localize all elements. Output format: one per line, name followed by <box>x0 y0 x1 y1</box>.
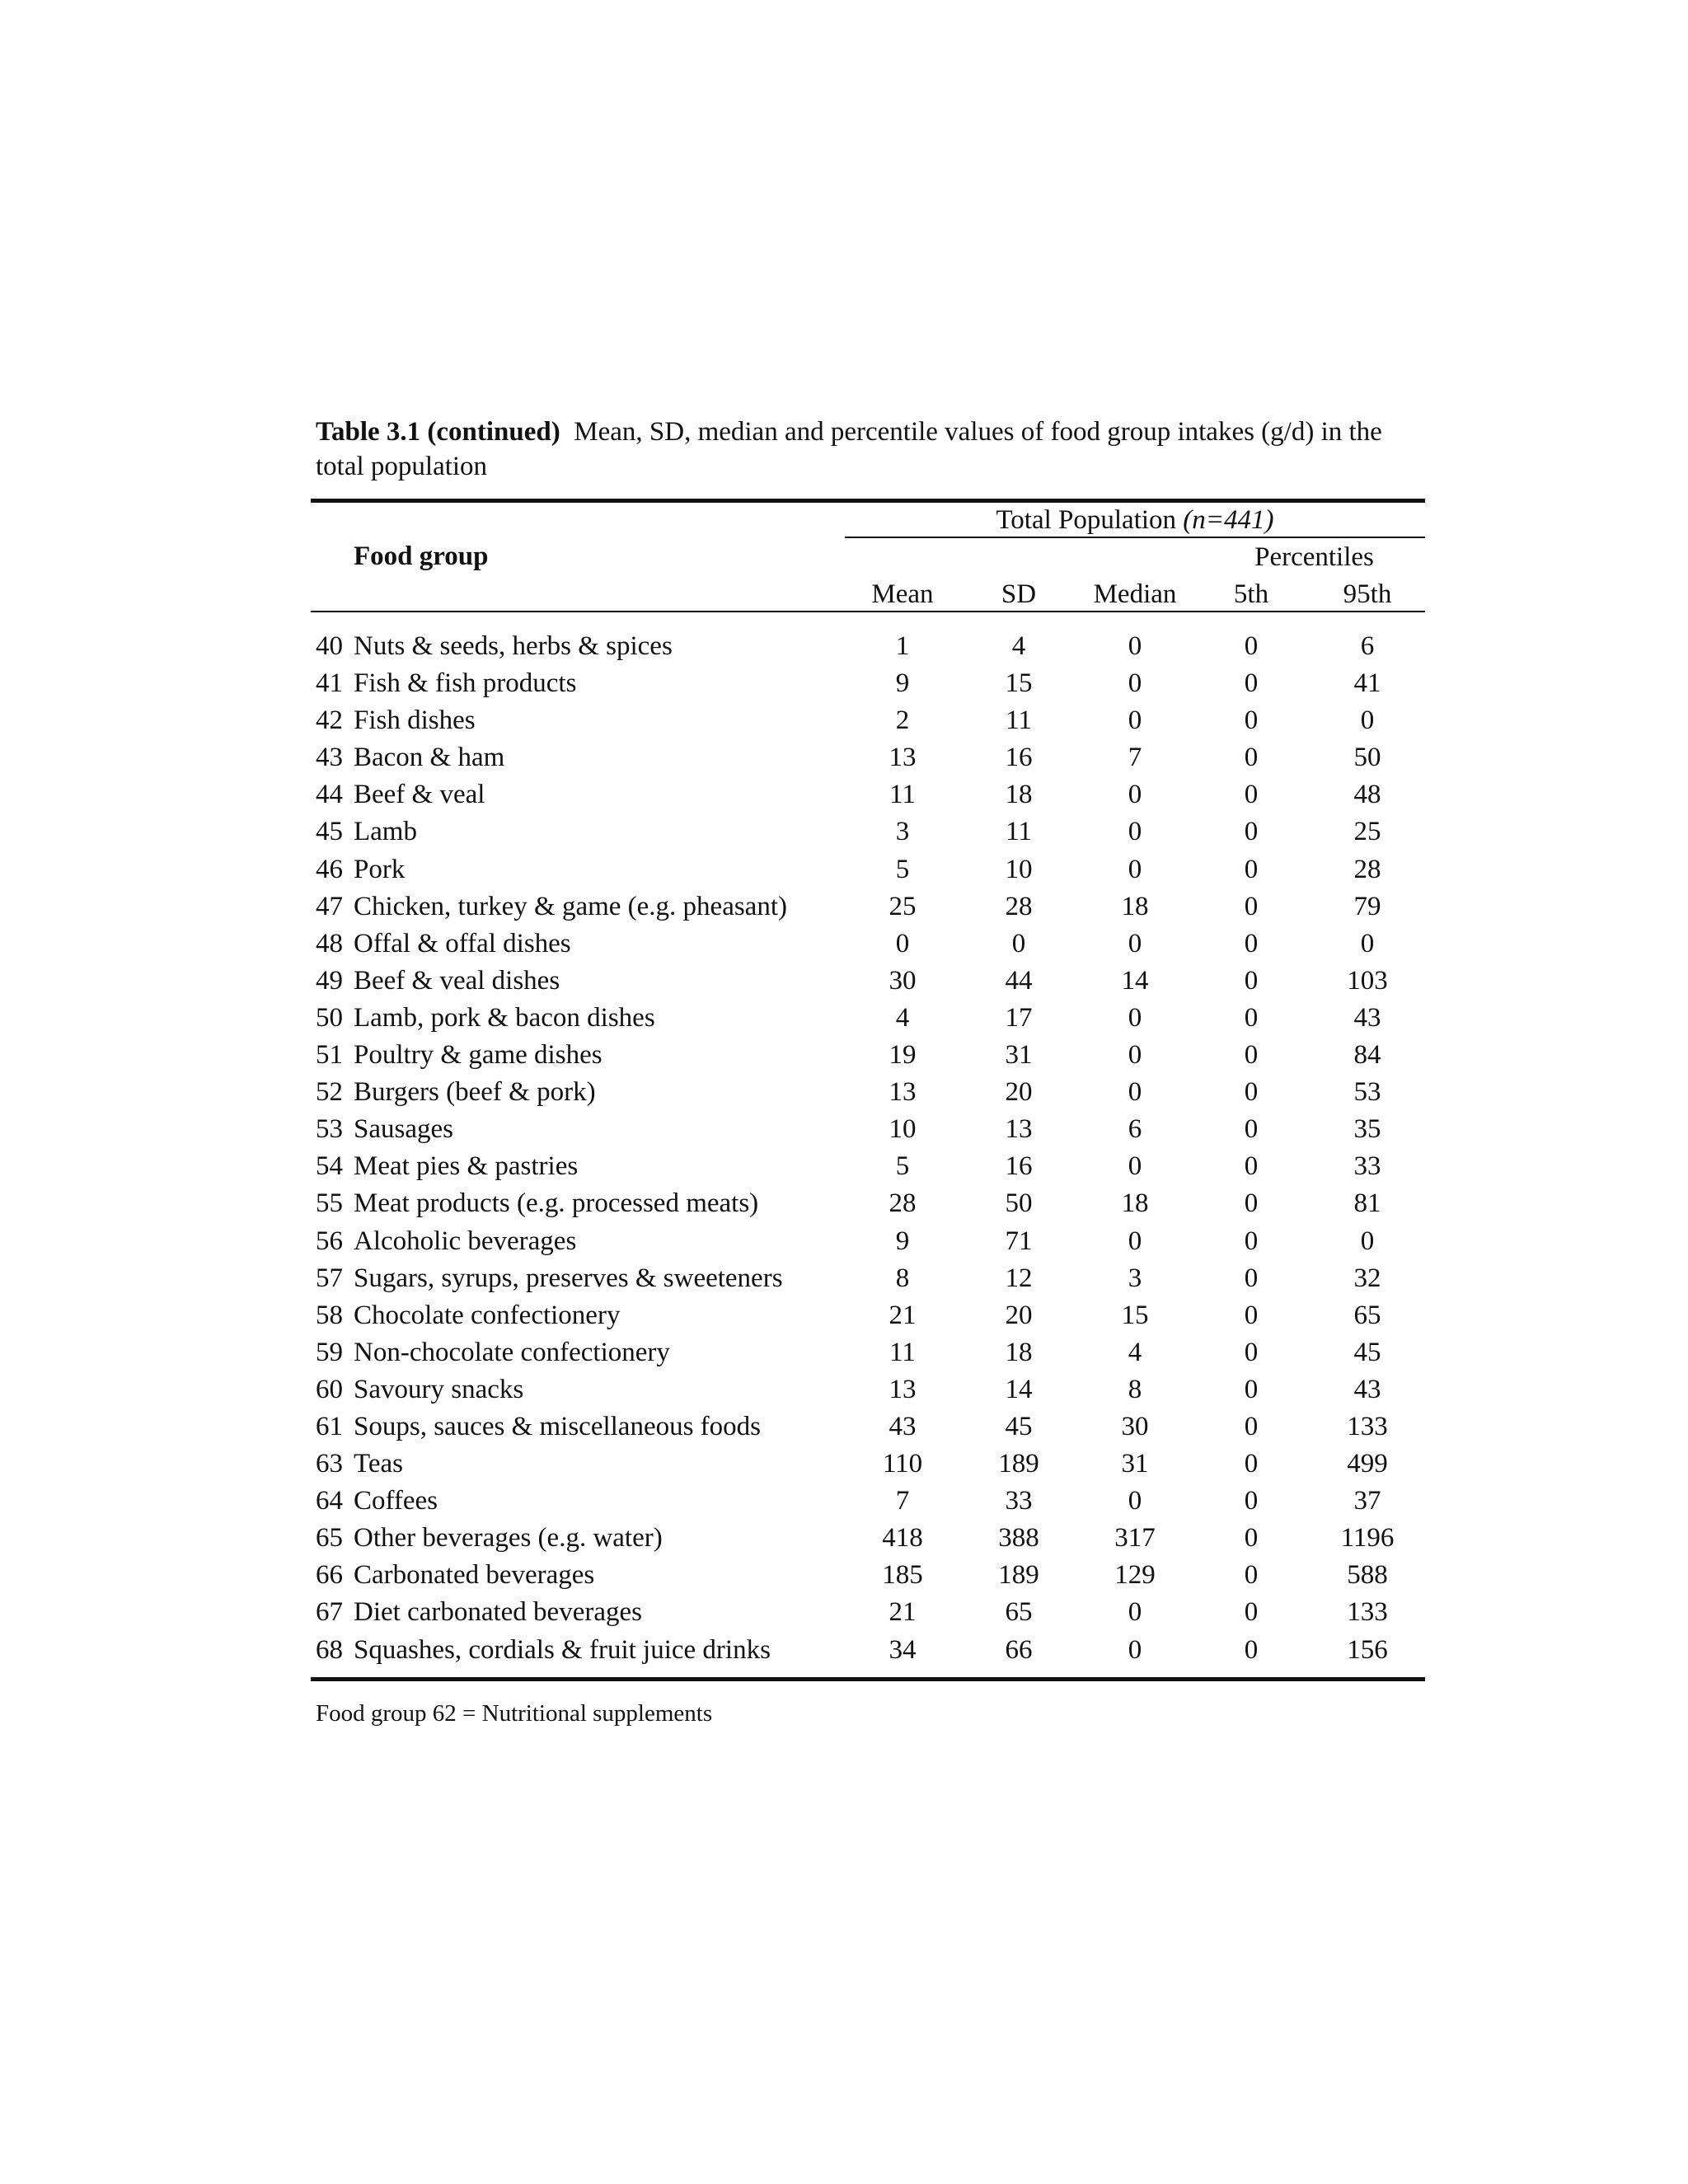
cell-sd: 33 <box>1005 1486 1033 1516</box>
cell-mean: 28 <box>889 1188 917 1219</box>
cell-sd: 31 <box>1005 1040 1033 1071</box>
food-group-name: Soups, sauces & miscellaneous foods <box>354 1411 762 1441</box>
food-group-number: 63 <box>316 1449 343 1479</box>
table-row <box>0 1372 1688 1409</box>
table-row <box>0 1224 1688 1261</box>
cell-p5: 0 <box>1244 1114 1259 1145</box>
food-group-number: 47 <box>316 891 343 921</box>
cell-p95: 33 <box>1353 1151 1381 1182</box>
cell-mean: 8 <box>895 1263 910 1293</box>
food-group-name: Carbonated beverages <box>354 1560 595 1591</box>
cell-p95: 53 <box>1353 1077 1381 1108</box>
cell-sd: 189 <box>998 1560 1039 1591</box>
cell-sd: 50 <box>1005 1188 1033 1219</box>
food-group-number: 48 <box>316 928 343 958</box>
cell-mean: 21 <box>889 1300 917 1330</box>
cell-p5: 0 <box>1244 928 1259 958</box>
cell-p95: 133 <box>1347 1411 1388 1441</box>
food-group-number: 40 <box>316 631 343 661</box>
cell-p95: 0 <box>1360 1226 1375 1256</box>
column-header-5th: 5th <box>1233 579 1269 609</box>
food-group-number: 49 <box>316 965 343 996</box>
table-row <box>0 1633 1688 1670</box>
cell-sd: 13 <box>1005 1114 1033 1145</box>
cell-sd: 15 <box>1005 668 1033 699</box>
table-body <box>0 629 1688 1670</box>
table-row <box>0 889 1688 926</box>
cell-p5: 0 <box>1244 1486 1259 1516</box>
table-row <box>0 1112 1688 1149</box>
table-bottom-rule <box>311 1677 1425 1681</box>
cell-mean: 21 <box>889 1597 917 1628</box>
cell-p5: 0 <box>1244 1040 1259 1071</box>
cell-median: 0 <box>1128 631 1142 661</box>
food-group-number: 50 <box>316 1002 343 1033</box>
cell-p95: 65 <box>1353 1300 1381 1330</box>
cell-p5: 0 <box>1244 854 1259 884</box>
cell-median: 6 <box>1128 1114 1142 1145</box>
table-row <box>0 1521 1688 1558</box>
food-group-name: Offal & offal dishes <box>354 928 571 958</box>
food-group-name: Teas <box>354 1449 403 1479</box>
food-group-number: 44 <box>316 780 343 810</box>
food-group-header: Food group <box>354 541 489 571</box>
cell-median: 0 <box>1128 1151 1142 1182</box>
cell-median: 15 <box>1121 1300 1149 1330</box>
cell-p95: 32 <box>1353 1263 1381 1293</box>
food-group-name: Other beverages (e.g. water) <box>354 1523 663 1554</box>
food-group-number: 66 <box>316 1560 343 1591</box>
cell-p5: 0 <box>1244 1523 1259 1554</box>
cell-median: 18 <box>1121 1188 1149 1219</box>
cell-sd: 14 <box>1005 1374 1033 1404</box>
cell-median: 0 <box>1128 1597 1142 1628</box>
food-group-number: 59 <box>316 1337 343 1367</box>
cell-sd: 18 <box>1005 780 1033 810</box>
cell-sd: 17 <box>1005 1002 1033 1033</box>
cell-mean: 5 <box>895 854 910 884</box>
cell-median: 4 <box>1128 1337 1142 1367</box>
cell-p5: 0 <box>1244 891 1259 921</box>
cell-p5: 0 <box>1244 965 1259 996</box>
food-group-number: 68 <box>316 1634 343 1665</box>
cell-p95: 41 <box>1353 668 1381 699</box>
table-row <box>0 1446 1688 1483</box>
cell-mean: 185 <box>882 1560 923 1591</box>
cell-sd: 20 <box>1005 1300 1033 1330</box>
food-group-number: 52 <box>316 1077 343 1108</box>
table-row <box>0 1595 1688 1632</box>
column-group-n: (n=441) <box>1183 505 1274 535</box>
cell-mean: 110 <box>882 1449 923 1479</box>
food-group-number: 65 <box>316 1523 343 1554</box>
cell-median: 30 <box>1121 1411 1149 1441</box>
food-group-name: Pork <box>354 854 406 884</box>
cell-p5: 0 <box>1244 631 1259 661</box>
cell-p5: 0 <box>1244 1188 1259 1219</box>
cell-sd: 28 <box>1005 891 1033 921</box>
food-group-number: 54 <box>316 1151 343 1182</box>
food-group-number: 57 <box>316 1263 343 1293</box>
cell-p5: 0 <box>1244 1077 1259 1108</box>
cell-p5: 0 <box>1244 1449 1259 1479</box>
cell-p5: 0 <box>1244 1411 1259 1441</box>
cell-p95: 79 <box>1353 891 1381 921</box>
cell-median: 0 <box>1128 1634 1142 1665</box>
table-row <box>0 1186 1688 1223</box>
cell-mean: 13 <box>889 743 917 773</box>
column-group-label: Total Population <box>996 505 1177 535</box>
percentiles-header: Percentiles <box>1254 542 1374 572</box>
cell-sd: 44 <box>1005 965 1033 996</box>
food-group-name: Squashes, cordials & fruit juice drinks <box>354 1634 771 1665</box>
table-row <box>0 1075 1688 1112</box>
table-row <box>0 1149 1688 1186</box>
cell-p95: 588 <box>1347 1560 1388 1591</box>
cell-median: 8 <box>1128 1374 1142 1404</box>
cell-mean: 25 <box>889 891 917 921</box>
cell-median: 0 <box>1128 928 1142 958</box>
cell-p95: 35 <box>1353 1114 1381 1145</box>
cell-p95: 499 <box>1347 1449 1388 1479</box>
table-row <box>0 1261 1688 1298</box>
cell-mean: 418 <box>882 1523 923 1554</box>
table-caption <box>316 415 1412 484</box>
food-group-number: 56 <box>316 1226 343 1256</box>
cell-p95: 81 <box>1353 1188 1381 1219</box>
cell-p95: 43 <box>1353 1002 1381 1033</box>
cell-mean: 3 <box>895 817 910 847</box>
cell-median: 0 <box>1128 1002 1142 1033</box>
food-group-number: 46 <box>316 854 343 884</box>
cell-p5: 0 <box>1244 668 1259 699</box>
food-group-number: 60 <box>316 1374 343 1404</box>
cell-sd: 189 <box>998 1449 1039 1479</box>
table-row <box>0 740 1688 777</box>
table-row <box>0 814 1688 851</box>
cell-p95: 37 <box>1353 1486 1381 1516</box>
food-group-name: Fish & fish products <box>354 668 577 699</box>
table-row <box>0 629 1688 666</box>
cell-p5: 0 <box>1244 1226 1259 1256</box>
column-group-rule <box>845 537 1425 538</box>
food-group-name: Sausages <box>354 1114 453 1145</box>
cell-median: 3 <box>1128 1263 1142 1293</box>
table-row <box>0 777 1688 814</box>
food-group-name: Chicken, turkey & game (e.g. pheasant) <box>354 891 787 921</box>
cell-sd: 65 <box>1005 1597 1033 1628</box>
food-group-number: 55 <box>316 1188 343 1219</box>
food-group-name: Nuts & seeds, herbs & spices <box>354 631 673 661</box>
cell-median: 0 <box>1128 668 1142 699</box>
cell-p5: 0 <box>1244 1337 1259 1367</box>
cell-mean: 9 <box>895 1226 910 1256</box>
food-group-name: Chocolate confectionery <box>354 1300 621 1330</box>
cell-p95: 103 <box>1347 965 1388 996</box>
cell-mean: 11 <box>889 780 916 810</box>
cell-mean: 5 <box>895 1151 910 1182</box>
table-row <box>0 852 1688 889</box>
cell-p95: 133 <box>1347 1597 1388 1628</box>
cell-p5: 0 <box>1244 1560 1259 1591</box>
table-row <box>0 926 1688 963</box>
cell-sd: 16 <box>1005 743 1033 773</box>
cell-median: 0 <box>1128 1077 1142 1108</box>
cell-p5: 0 <box>1244 1263 1259 1293</box>
cell-mean: 1 <box>895 631 910 661</box>
cell-p95: 43 <box>1353 1374 1381 1404</box>
cell-sd: 20 <box>1005 1077 1033 1108</box>
cell-mean: 11 <box>889 1337 916 1367</box>
cell-sd: 0 <box>1011 928 1026 958</box>
food-group-name: Alcoholic beverages <box>354 1226 577 1256</box>
food-group-name: Diet carbonated beverages <box>354 1597 642 1628</box>
cell-median: 0 <box>1128 817 1142 847</box>
cell-mean: 2 <box>895 705 910 736</box>
cell-mean: 13 <box>889 1077 917 1108</box>
cell-p95: 84 <box>1353 1040 1381 1071</box>
food-group-name: Beef & veal <box>354 780 485 810</box>
table-row <box>0 1038 1688 1075</box>
cell-median: 18 <box>1121 891 1149 921</box>
table-row <box>0 1409 1688 1446</box>
cell-p95: 0 <box>1360 705 1375 736</box>
cell-median: 0 <box>1128 1040 1142 1071</box>
food-group-name: Fish dishes <box>354 705 476 736</box>
cell-p95: 6 <box>1360 631 1375 661</box>
table-row <box>0 1335 1688 1372</box>
cell-p5: 0 <box>1244 780 1259 810</box>
cell-median: 317 <box>1114 1523 1156 1554</box>
cell-p5: 0 <box>1244 705 1259 736</box>
cell-median: 0 <box>1128 854 1142 884</box>
table-footnote: Food group 62 = Nutritional supplements <box>316 1700 713 1727</box>
food-group-number: 64 <box>316 1486 343 1516</box>
table-row <box>0 1001 1688 1038</box>
column-header-sd: SD <box>1001 579 1037 609</box>
food-group-number: 43 <box>316 743 343 773</box>
table-row <box>0 963 1688 1001</box>
cell-mean: 34 <box>889 1634 917 1665</box>
cell-median: 14 <box>1121 965 1149 996</box>
cell-median: 0 <box>1128 1486 1142 1516</box>
food-group-name: Lamb, pork & bacon dishes <box>354 1002 655 1033</box>
cell-p5: 0 <box>1244 1151 1259 1182</box>
cell-sd: 66 <box>1005 1634 1033 1665</box>
food-group-number: 61 <box>316 1411 343 1441</box>
cell-sd: 11 <box>1006 817 1032 847</box>
table-header-rule <box>311 611 1425 612</box>
cell-p5: 0 <box>1244 1634 1259 1665</box>
cell-median: 7 <box>1128 743 1142 773</box>
food-group-number: 41 <box>316 668 343 699</box>
cell-mean: 0 <box>895 928 910 958</box>
cell-p5: 0 <box>1244 1002 1259 1033</box>
cell-mean: 4 <box>895 1002 910 1033</box>
cell-p95: 0 <box>1360 928 1375 958</box>
column-header-median: Median <box>1093 579 1177 609</box>
cell-p5: 0 <box>1244 1374 1259 1404</box>
cell-p95: 25 <box>1353 817 1381 847</box>
table-top-rule <box>311 499 1425 503</box>
cell-p95: 156 <box>1347 1634 1388 1665</box>
food-group-name: Burgers (beef & pork) <box>354 1077 596 1108</box>
food-group-name: Savoury snacks <box>354 1374 524 1404</box>
cell-sd: 45 <box>1005 1411 1033 1441</box>
column-header-mean: Mean <box>871 579 934 609</box>
cell-sd: 4 <box>1011 631 1026 661</box>
cell-mean: 13 <box>889 1374 917 1404</box>
cell-sd: 16 <box>1005 1151 1033 1182</box>
column-group-header <box>845 504 1425 537</box>
table-caption-label: Table 3.1 (continued) <box>316 417 560 447</box>
food-group-name: Non-chocolate confectionery <box>354 1337 670 1367</box>
cell-mean: 19 <box>889 1040 917 1071</box>
table-row <box>0 1483 1688 1521</box>
cell-mean: 43 <box>889 1411 917 1441</box>
food-group-name: Coffees <box>354 1486 438 1516</box>
cell-mean: 9 <box>895 668 910 699</box>
food-group-name: Meat pies & pastries <box>354 1151 579 1182</box>
cell-sd: 11 <box>1006 705 1032 736</box>
table-row <box>0 666 1688 703</box>
cell-p95: 28 <box>1353 854 1381 884</box>
cell-sd: 10 <box>1005 854 1033 884</box>
table-caption-text: Mean, SD, median and percentile values of food group intakes (g/d) in the total population <box>316 417 1382 481</box>
column-header-95th: 95th <box>1343 579 1392 609</box>
food-group-number: 58 <box>316 1300 343 1330</box>
cell-p95: 50 <box>1353 743 1381 773</box>
food-group-name: Sugars, syrups, preserves & sweeteners <box>354 1263 783 1293</box>
food-group-name: Bacon & ham <box>354 743 505 773</box>
cell-p5: 0 <box>1244 743 1259 773</box>
cell-sd: 12 <box>1005 1263 1033 1293</box>
food-group-number: 42 <box>316 705 343 736</box>
cell-p5: 0 <box>1244 1597 1259 1628</box>
cell-median: 129 <box>1114 1560 1156 1591</box>
food-group-name: Meat products (e.g. processed meats) <box>354 1188 759 1219</box>
food-group-name: Lamb <box>354 817 417 847</box>
cell-median: 31 <box>1121 1449 1149 1479</box>
food-group-number: 67 <box>316 1597 343 1628</box>
cell-sd: 71 <box>1005 1226 1033 1256</box>
food-group-name: Beef & veal dishes <box>354 965 560 996</box>
cell-p95: 1196 <box>1340 1523 1395 1554</box>
cell-median: 0 <box>1128 780 1142 810</box>
cell-p5: 0 <box>1244 817 1259 847</box>
cell-median: 0 <box>1128 1226 1142 1256</box>
table-row <box>0 1298 1688 1335</box>
cell-mean: 10 <box>889 1114 917 1145</box>
food-group-name: Poultry & game dishes <box>354 1040 603 1071</box>
cell-mean: 7 <box>895 1486 910 1516</box>
cell-sd: 18 <box>1005 1337 1033 1367</box>
table-row <box>0 1558 1688 1595</box>
food-group-number: 45 <box>316 817 343 847</box>
cell-median: 0 <box>1128 705 1142 736</box>
food-group-number: 51 <box>316 1040 343 1071</box>
cell-mean: 30 <box>889 965 917 996</box>
cell-p5: 0 <box>1244 1300 1259 1330</box>
cell-p95: 45 <box>1353 1337 1381 1367</box>
table-row <box>0 703 1688 740</box>
food-group-number: 53 <box>316 1114 343 1145</box>
cell-sd: 388 <box>998 1523 1039 1554</box>
cell-p95: 48 <box>1353 780 1381 810</box>
